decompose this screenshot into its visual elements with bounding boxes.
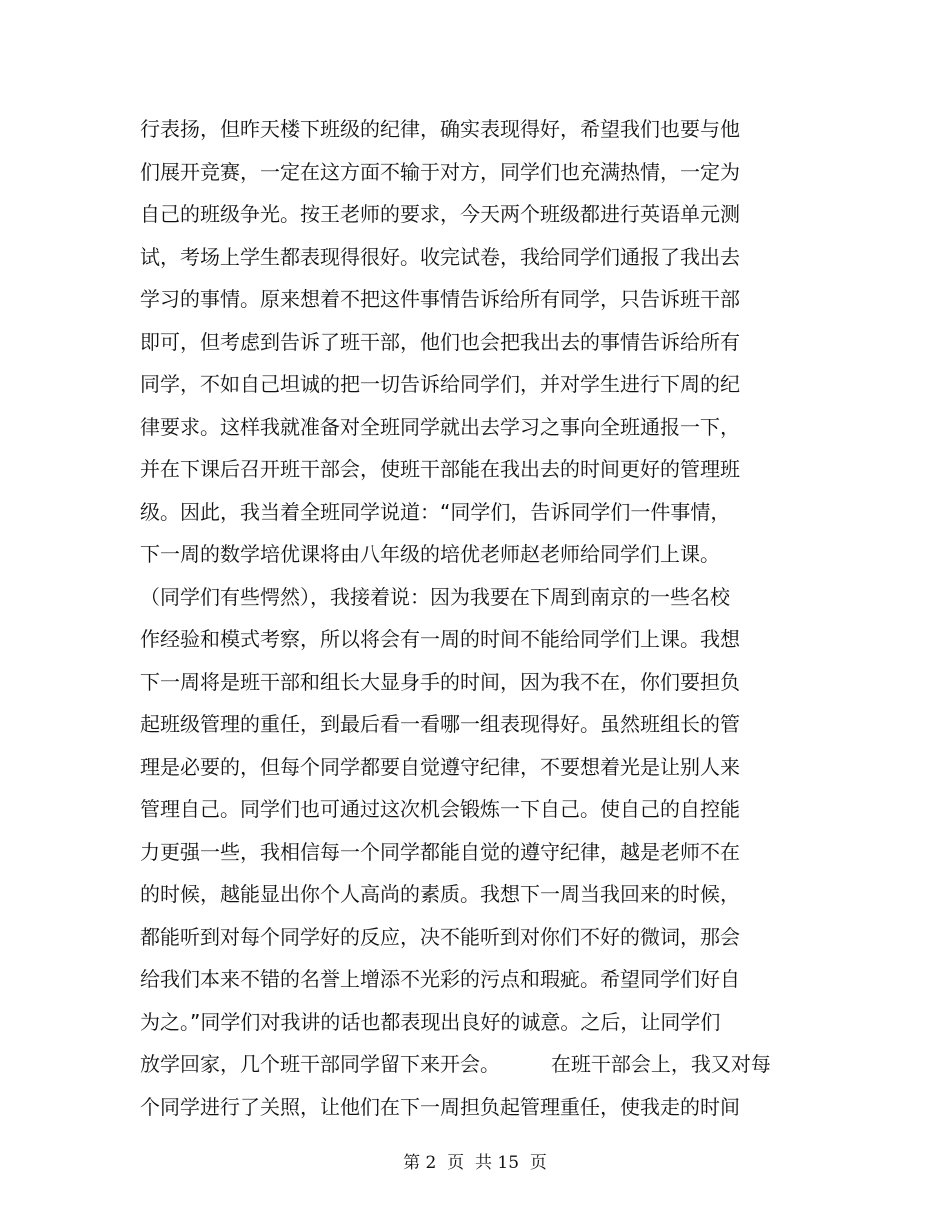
text-line: 级。因此，我当着全班同学说道：“同学们，告诉同学们一件事情， [140,499,731,524]
body-text [140,108,840,1128]
text-line: 自己的班级争光。按王老师的要求，今天两个班级都进行英语单元测 [140,202,740,226]
text-line: 力更强一些，我相信每一个同学都能自觉的遵守纪律，越是老师不在 [140,839,740,864]
text-line: 同学，不如自己坦诚的把一切告诉给同学们，并对学生进行下周的纪 [140,372,740,396]
text-line: （同学们有些愕然），我接着说：因为我要在下周到南京的一些名校 [140,584,730,609]
text-line: 理是必要的，但每个同学都要自觉遵守纪律，不要想着光是让别人来 [140,754,740,779]
text-line: 个同学进行了关照，让他们在下一周担负起管理重任，使我走的时间 [140,1094,740,1119]
text-line: 下一周的数学培优课将由八年级的培优老师赵老师给同学们上课。 [140,542,720,566]
text-line: 的时候，越能显出你个人高尚的素质。我想下一周当我回来的时候， [140,882,740,906]
page-number-footer: 第 2 页 共 15 页 [403,1153,547,1173]
text-line: 起班级管理的重任，到最后看一看哪一组表现得好。虽然班组长的管 [140,712,740,736]
text-line: 行表扬，但昨天楼下班级的纪律，确实表现得好，希望我们也要与他 [140,117,740,141]
text-line: 律要求。这样我就准备对全班同学就出去学习之事向全班通报一下， [140,414,740,439]
text-line: 作经验和模式考察，所以将会有一周的时间不能给同学们上课。我想 [140,627,740,651]
text-line: 即可，但考虑到告诉了班干部，他们也会把我出去的事情告诉给所有 [140,329,740,354]
text-line: 们展开竞赛，一定在这方面不输于对方，同学们也充满热情，一定为 [140,159,740,184]
text-line: 下一周将是班干部和组长大显身手的时间，因为我不在，你们要担负 [140,669,740,694]
text-line: 管理自己。同学们也可通过这次机会锻炼一下自己。使自己的自控能 [140,797,740,821]
text-line: 给我们本来不错的名誉上增添不光彩的污点和瑕疵。希望同学们好自 [140,967,740,991]
text-line: 都能听到对每个同学好的反应，决不能听到对你们不好的微词，那会 [140,924,740,949]
text-line: 试，考场上学生都表现得很好。收完试卷，我给同学们通报了我出去 [140,244,740,269]
text-line: 学习的事情。原来想着不把这件事情告诉给所有同学，只告诉班干部 [140,287,740,311]
text-line: 放学回家，几个班干部同学留下来开会。 在班干部会上，我又对每 [140,1052,771,1076]
text-line: 并在下课后召开班干部会，使班干部能在我出去的时间更好的管理班 [140,457,740,481]
text-line: 为之。”同学们对我讲的话也都表现出良好的诚意。之后，让同学们 [140,1009,721,1034]
